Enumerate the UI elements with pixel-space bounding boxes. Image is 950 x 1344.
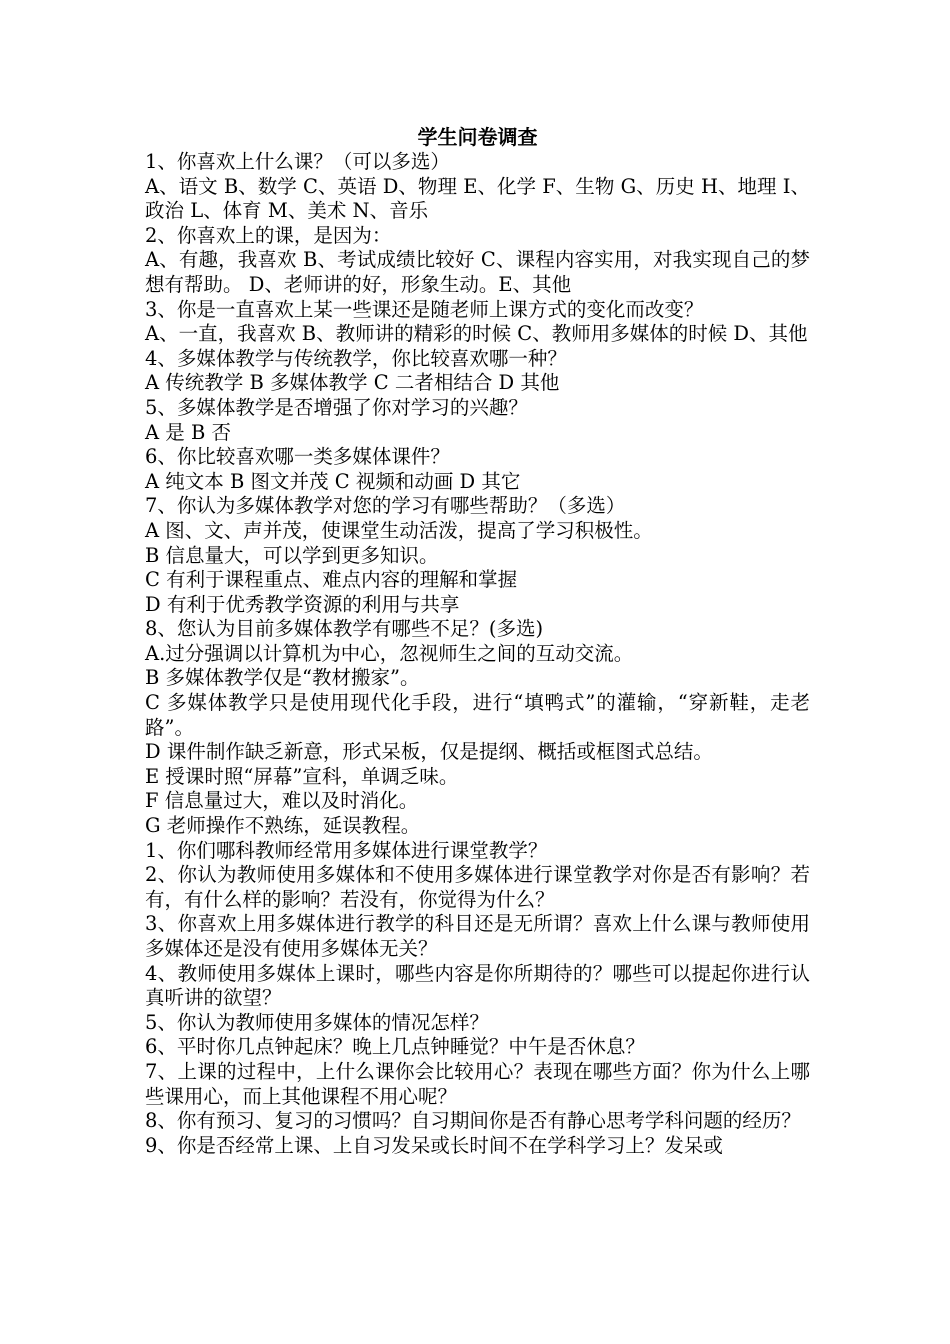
paragraph: 6、你比较喜欢哪一类多媒体课件？	[145, 445, 450, 469]
paragraph: E 授课时照“屏幕”宣科，单调乏味。	[145, 764, 459, 788]
paragraph: 4、多媒体教学与传统教学，你比较喜欢哪一种？	[145, 346, 567, 370]
paragraph: 1、你们哪科教师经常用多媒体进行课堂教学？	[145, 838, 548, 862]
paragraph: C 多媒体教学只是使用现代化手段，进行“填鸭式”的灌输，“穿新鞋，走老路”。	[145, 691, 810, 739]
paragraph: 7、你认为多媒体教学对您的学习有哪些帮助？（多选）	[145, 494, 626, 518]
paragraph: A 图、文、声并茂，使课堂生动活泼，提高了学习积极性。	[145, 518, 653, 542]
paragraph: 6、平时你几点钟起床？晚上几点钟睡觉？中午是否休息？	[145, 1035, 645, 1059]
paragraph: 4、教师使用多媒体上课时，哪些内容是你所期待的？哪些可以提起你进行认真听讲的欲望？	[145, 961, 810, 1010]
paragraph: A 纯文本 B 图文并茂 C 视频和动画 D 其它	[145, 469, 521, 493]
paragraph: 7、上课的过程中，上什么课你会比较用心？表现在哪些方面？你为什么上哪些课用心，而上其他课程不用心呢？	[145, 1059, 810, 1108]
paragraph: 8、您认为目前多媒体教学有哪些不足？(多选)	[145, 617, 544, 641]
paragraph: G 老师操作不熟练，延误教程。	[145, 814, 421, 838]
paragraph: A、语文 B、数学 C、英语 D、物理 E、化学 F、生物 G、历史 H、地理 I、政治 L、体育 M、美术 N、音乐	[145, 174, 810, 223]
paragraph: 5、多媒体教学是否增强了你对学习的兴趣？	[145, 395, 528, 419]
paragraph: 8、你有预习、复习的习惯吗？自习期间你是否有静心思考学科问题的经历？	[145, 1109, 801, 1133]
document-title: 学生问卷调查	[417, 125, 538, 149]
paragraph: D 有利于优秀教学资源的利用与共享	[145, 592, 460, 616]
paragraph: 9、你是否经常上课、上自习发呆或长时间不在学科学习上？发呆或	[145, 1133, 723, 1157]
paragraph: 3、你喜欢上用多媒体进行教学的科目还是无所谓？喜欢上什么课与教师使用多媒体还是没有使用多媒体无关？	[145, 912, 810, 960]
paragraph: 3、你是一直喜欢上某一些课还是随老师上课方式的变化而改变？	[145, 297, 704, 321]
paragraph: 2、你认为教师使用多媒体和不使用多媒体进行课堂教学对你是否有影响？若有，有什么样的影响？若没有，你觉得为什么？	[145, 863, 810, 911]
paragraph: B 多媒体教学仅是“教材搬家”。	[145, 666, 420, 690]
paragraph: 5、你认为教师使用多媒体的情况怎样？	[145, 1010, 489, 1034]
document-body	[145, 150, 810, 1158]
paragraph: A 传统教学 B 多媒体教学 C 二者相结合 D 其他	[145, 371, 560, 395]
paragraph: A.过分强调以计算机为中心，忽视师生之间的互动交流。	[145, 641, 634, 665]
paragraph: B 信息量大，可以学到更多知识。	[145, 543, 439, 567]
paragraph: A、有趣，我喜欢 B、考试成绩比较好 C、课程内容实用，对我实现自己的梦想有帮助。 D、老师讲的好，形象生动。E、其他	[145, 248, 810, 296]
paragraph: A、一直，我喜欢 B、教师讲的精彩的时候 C、教师用多媒体的时候 D、其他	[145, 322, 808, 346]
paragraph: 1、你喜欢上什么课？（可以多选）	[145, 150, 450, 173]
document-page	[145, 124, 810, 1158]
paragraph: 2、你喜欢上的课，是因为：	[145, 223, 392, 247]
paragraph: D 课件制作缺乏新意，形式呆板，仅是提纲、概括或框图式总结。	[145, 740, 713, 764]
paragraph: C 有利于课程重点、难点内容的理解和掌握	[145, 568, 518, 592]
paragraph: F 信息量过大，难以及时消化。	[145, 789, 419, 813]
paragraph: A 是 B 否	[145, 420, 232, 444]
